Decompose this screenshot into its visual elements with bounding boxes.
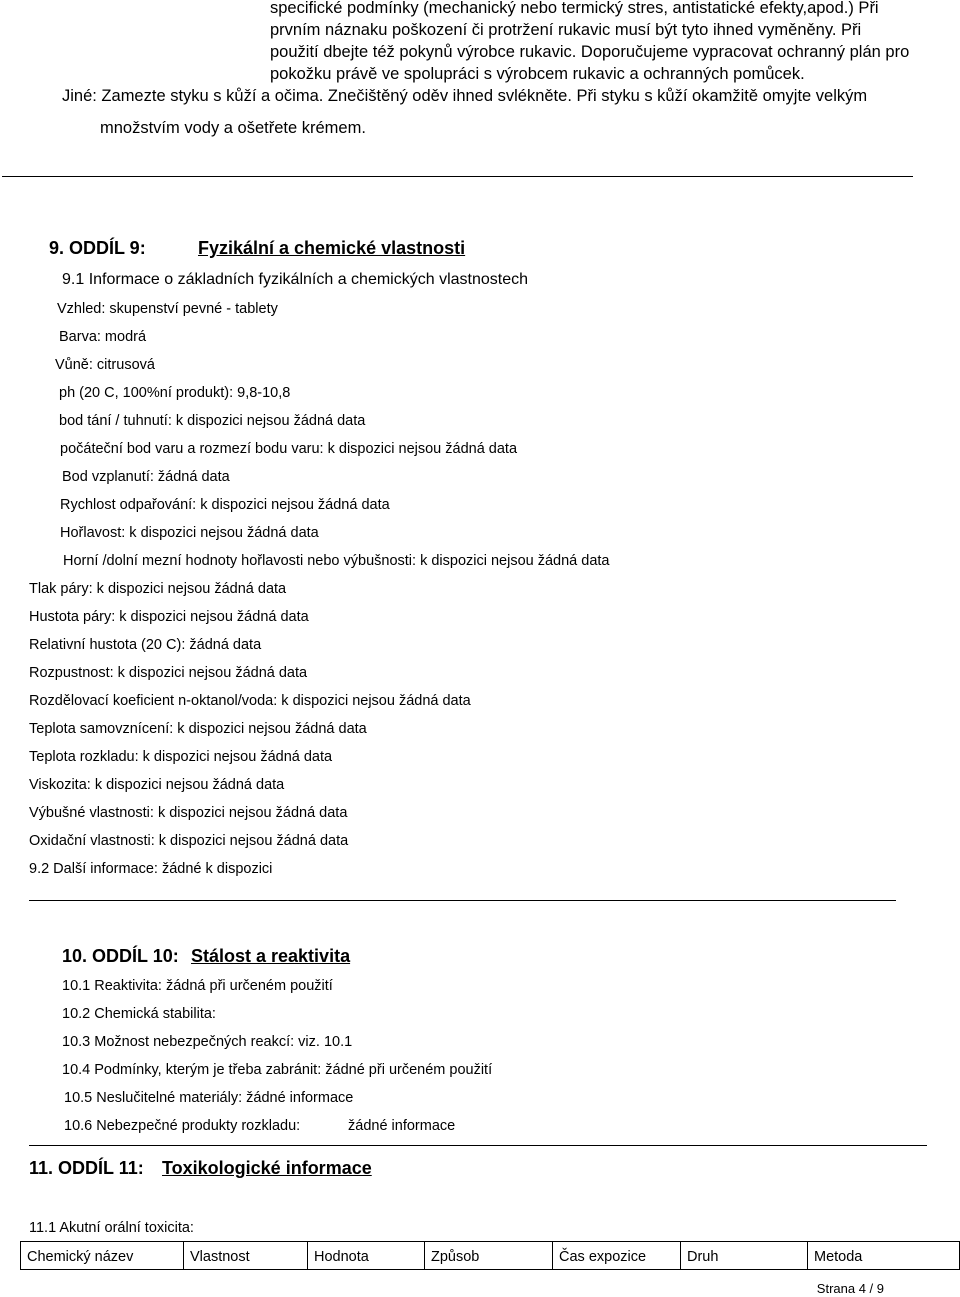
property-boiling-point: počáteční bod varu a rozmezí bodu varu: k dispozici nejsou žádná data bbox=[60, 441, 518, 457]
text-line: pokožku právě ve spolupráci s výrobcem rukavic a ochranných pomůcek. bbox=[270, 65, 805, 83]
property-appearance: Vzhled: skupenství pevné - tablety bbox=[57, 301, 278, 317]
property-decomposition: Teplota rozkladu: k dispozici nejsou žádná data bbox=[29, 749, 333, 765]
table-header-cell: Metoda bbox=[808, 1242, 960, 1270]
section-9-1-heading: 9.1 Informace o základních fyzikálních a chemických vlastnostech bbox=[62, 271, 528, 288]
section-11-number: 11. ODDÍL 11: bbox=[29, 1158, 144, 1178]
hazardous-reactions: 10.3 Možnost nebezpečných reakcí: viz. 10.1 bbox=[62, 1034, 353, 1050]
section-9-title: Fyzikální a chemické vlastnosti bbox=[198, 238, 466, 258]
table-header-cell: Hodnota bbox=[308, 1242, 425, 1270]
table-header-cell: Vlastnost bbox=[184, 1242, 308, 1270]
section-11-title: Toxikologické informace bbox=[162, 1158, 372, 1178]
conditions-to-avoid: 10.4 Podmínky, kterým je třeba zabránit: žádné při určeném použití bbox=[62, 1062, 493, 1078]
property-vapour-density: Hustota páry: k dispozici nejsou žádná data bbox=[29, 609, 309, 625]
table-header-cell: Chemický název bbox=[21, 1242, 184, 1270]
other-measures-line-2: množstvím vody a ošetřete krémem. bbox=[100, 119, 366, 137]
property-evaporation-rate: Rychlost odpařování: k dispozici nejsou žádná data bbox=[60, 497, 390, 513]
acute-oral-toxicity-heading: 11.1 Akutní orální toxicita: bbox=[29, 1220, 194, 1236]
decomposition-products-label: 10.6 Nebezpečné produkty rozkladu: bbox=[64, 1118, 301, 1134]
chemical-stability: 10.2 Chemická stabilita: bbox=[62, 1006, 216, 1022]
property-relative-density: Relativní hustota (20 C): žádná data bbox=[29, 637, 262, 653]
property-melting-point: bod tání / tuhnutí: k dispozici nejsou žádná data bbox=[59, 413, 366, 429]
section-10-number: 10. ODDÍL 10: bbox=[62, 946, 179, 966]
page-number: Strana 4 / 9 bbox=[816, 1281, 884, 1296]
section-9-2-other-info: 9.2 Další informace: žádné k dispozici bbox=[29, 861, 273, 877]
property-odor: Vůně: citrusová bbox=[55, 357, 155, 373]
property-vapour-pressure: Tlak páry: k dispozici nejsou žádná data bbox=[29, 581, 287, 597]
property-autoignition: Teplota samovznícení: k dispozici nejsou žádná data bbox=[29, 721, 367, 737]
section-divider bbox=[29, 900, 896, 901]
section-9-number: 9. ODDÍL 9: bbox=[49, 238, 146, 258]
incompatible-materials: 10.5 Neslučitelné materiály: žádné informace bbox=[64, 1090, 354, 1106]
reactivity: 10.1 Reaktivita: žádná při určeném použití bbox=[62, 978, 333, 994]
property-explosive-limits: Horní /dolní mezní hodnoty hořlavosti nebo výbušnosti: k dispozici nejsou žádná data bbox=[63, 553, 610, 569]
property-color: Barva: modrá bbox=[59, 329, 147, 345]
text-line: specifické podmínky (mechanický nebo termický stres, antistatické efekty,apod.) Při bbox=[270, 0, 879, 17]
text-line: prvním náznaku poškození či protržení rukavic musí být tyto ihned vyměněny. Při bbox=[270, 21, 862, 39]
property-solubility: Rozpustnost: k dispozici nejsou žádná data bbox=[29, 665, 308, 681]
property-ph: ph (20 C, 100%ní produkt): 9,8-10,8 bbox=[59, 385, 291, 401]
table-header-cell: Čas expozice bbox=[553, 1242, 681, 1270]
property-explosive: Výbušné vlastnosti: k dispozici nejsou žádná data bbox=[29, 805, 348, 821]
other-measures-line-1: Jiné: Zamezte styku s kůží a očima. Znečištěný oděv ihned svlékněte. Při styku s kůží okamžitě omyjte velkým bbox=[62, 87, 868, 105]
toxicity-table bbox=[20, 1241, 960, 1270]
section-divider bbox=[2, 176, 913, 177]
table-header-cell: Způsob bbox=[425, 1242, 553, 1270]
decomposition-products-value: žádné informace bbox=[348, 1118, 456, 1134]
property-flammability: Hořlavost: k dispozici nejsou žádná data bbox=[60, 525, 319, 541]
property-oxidising: Oxidační vlastnosti: k dispozici nejsou žádná data bbox=[29, 833, 349, 849]
property-viscosity: Viskozita: k dispozici nejsou žádná data bbox=[29, 777, 285, 793]
section-10-title: Stálost a reaktivita bbox=[191, 946, 351, 966]
table-header-row bbox=[21, 1242, 960, 1270]
table-header-cell: Druh bbox=[681, 1242, 808, 1270]
property-partition-coefficient: Rozdělovací koeficient n-oktanol/voda: k dispozici nejsou žádná data bbox=[29, 693, 471, 709]
text-line: použití dbejte též pokynů výrobce rukavic. Doporučujeme vypracovat ochranný plán pro bbox=[270, 43, 910, 61]
continuation-paragraph bbox=[270, 0, 950, 85]
property-flash-point: Bod vzplanutí: žádná data bbox=[62, 469, 230, 485]
section-divider bbox=[29, 1145, 927, 1146]
